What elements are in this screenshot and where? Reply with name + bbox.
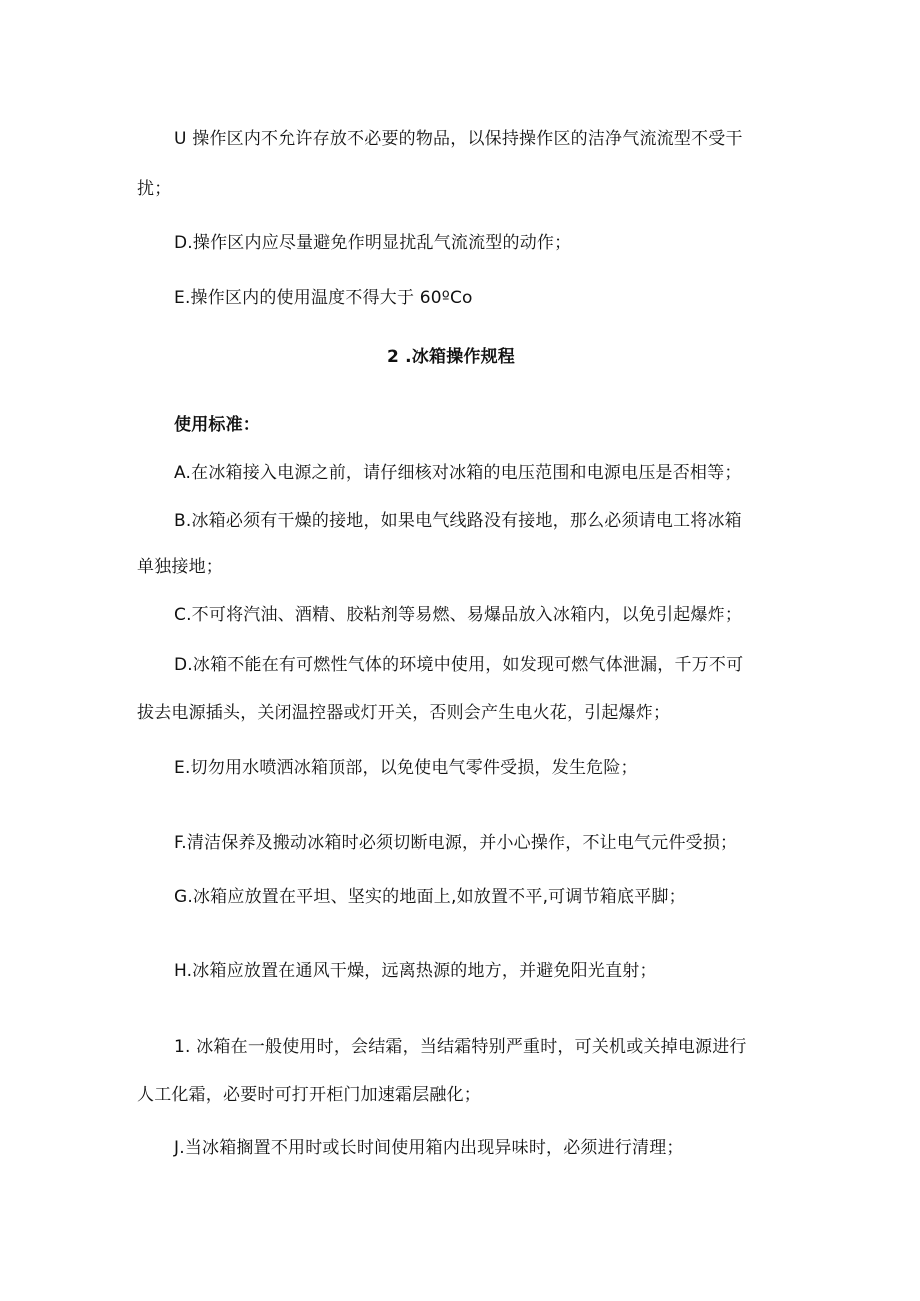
rule-i-line-2: 人工化霜，必要时可打开柜门加速霜层融化； (137, 1085, 481, 1105)
rule-a: A.在冰箱接入电源之前，请仔细核对冰箱的电压范围和电源电压是否相等； (174, 463, 742, 483)
usage-standard-label: 使用标准： (174, 415, 260, 435)
section-title: 2 .冰箱操作规程 (387, 347, 516, 367)
item-d: D.操作区内应尽量避免作明显扰乱气流流型的动作； (174, 233, 572, 253)
rule-i-line-1: 1. 冰箱在一般使用时，会结霜，当结霜特别严重时，可关机或关掉电源进行 (174, 1037, 747, 1057)
rule-j: J.当冰箱搁置不用时或长时间使用箱内出现异味时，必须进行清理； (174, 1138, 684, 1158)
rule-d-line-1: D.冰箱不能在有可燃性气体的环境中使用，如发现可燃气体泄漏，千万不可 (174, 655, 744, 675)
rule-g: G.冰箱应放置在平坦、坚实的地面上,如放置不平,可调节箱底平脚； (174, 887, 686, 907)
rule-b-line-1: B.冰箱必须有干燥的接地，如果电气线路没有接地，那么必须请电工将冰箱 (174, 511, 742, 531)
rule-f: F.清洁保养及搬动冰箱时必须切断电源，并小心操作，不让电气元件受损； (174, 833, 738, 853)
item-e: E.操作区内的使用温度不得大于 60ºCo (174, 288, 473, 308)
item-u-line-1: U 操作区内不允许存放不必要的物品，以保持操作区的洁净气流流型不受干 (174, 129, 743, 149)
rule-d-line-2: 拔去电源插头，关闭温控器或灯开关，否则会产生电火花，引起爆炸； (137, 703, 671, 723)
rule-h: H.冰箱应放置在通风干燥，远离热源的地方，并避免阳光直射； (174, 961, 657, 981)
rule-b-line-2: 单独接地； (137, 557, 223, 577)
item-u-line-2: 扰； (137, 179, 172, 199)
rule-c: C.不可将汽油、酒精、胶粘剂等易燃、易爆品放入冰箱内，以免引起爆炸； (174, 605, 743, 625)
rule-e: E.切勿用水喷洒冰箱顶部，以免使电气零件受损，发生危险； (174, 758, 638, 778)
